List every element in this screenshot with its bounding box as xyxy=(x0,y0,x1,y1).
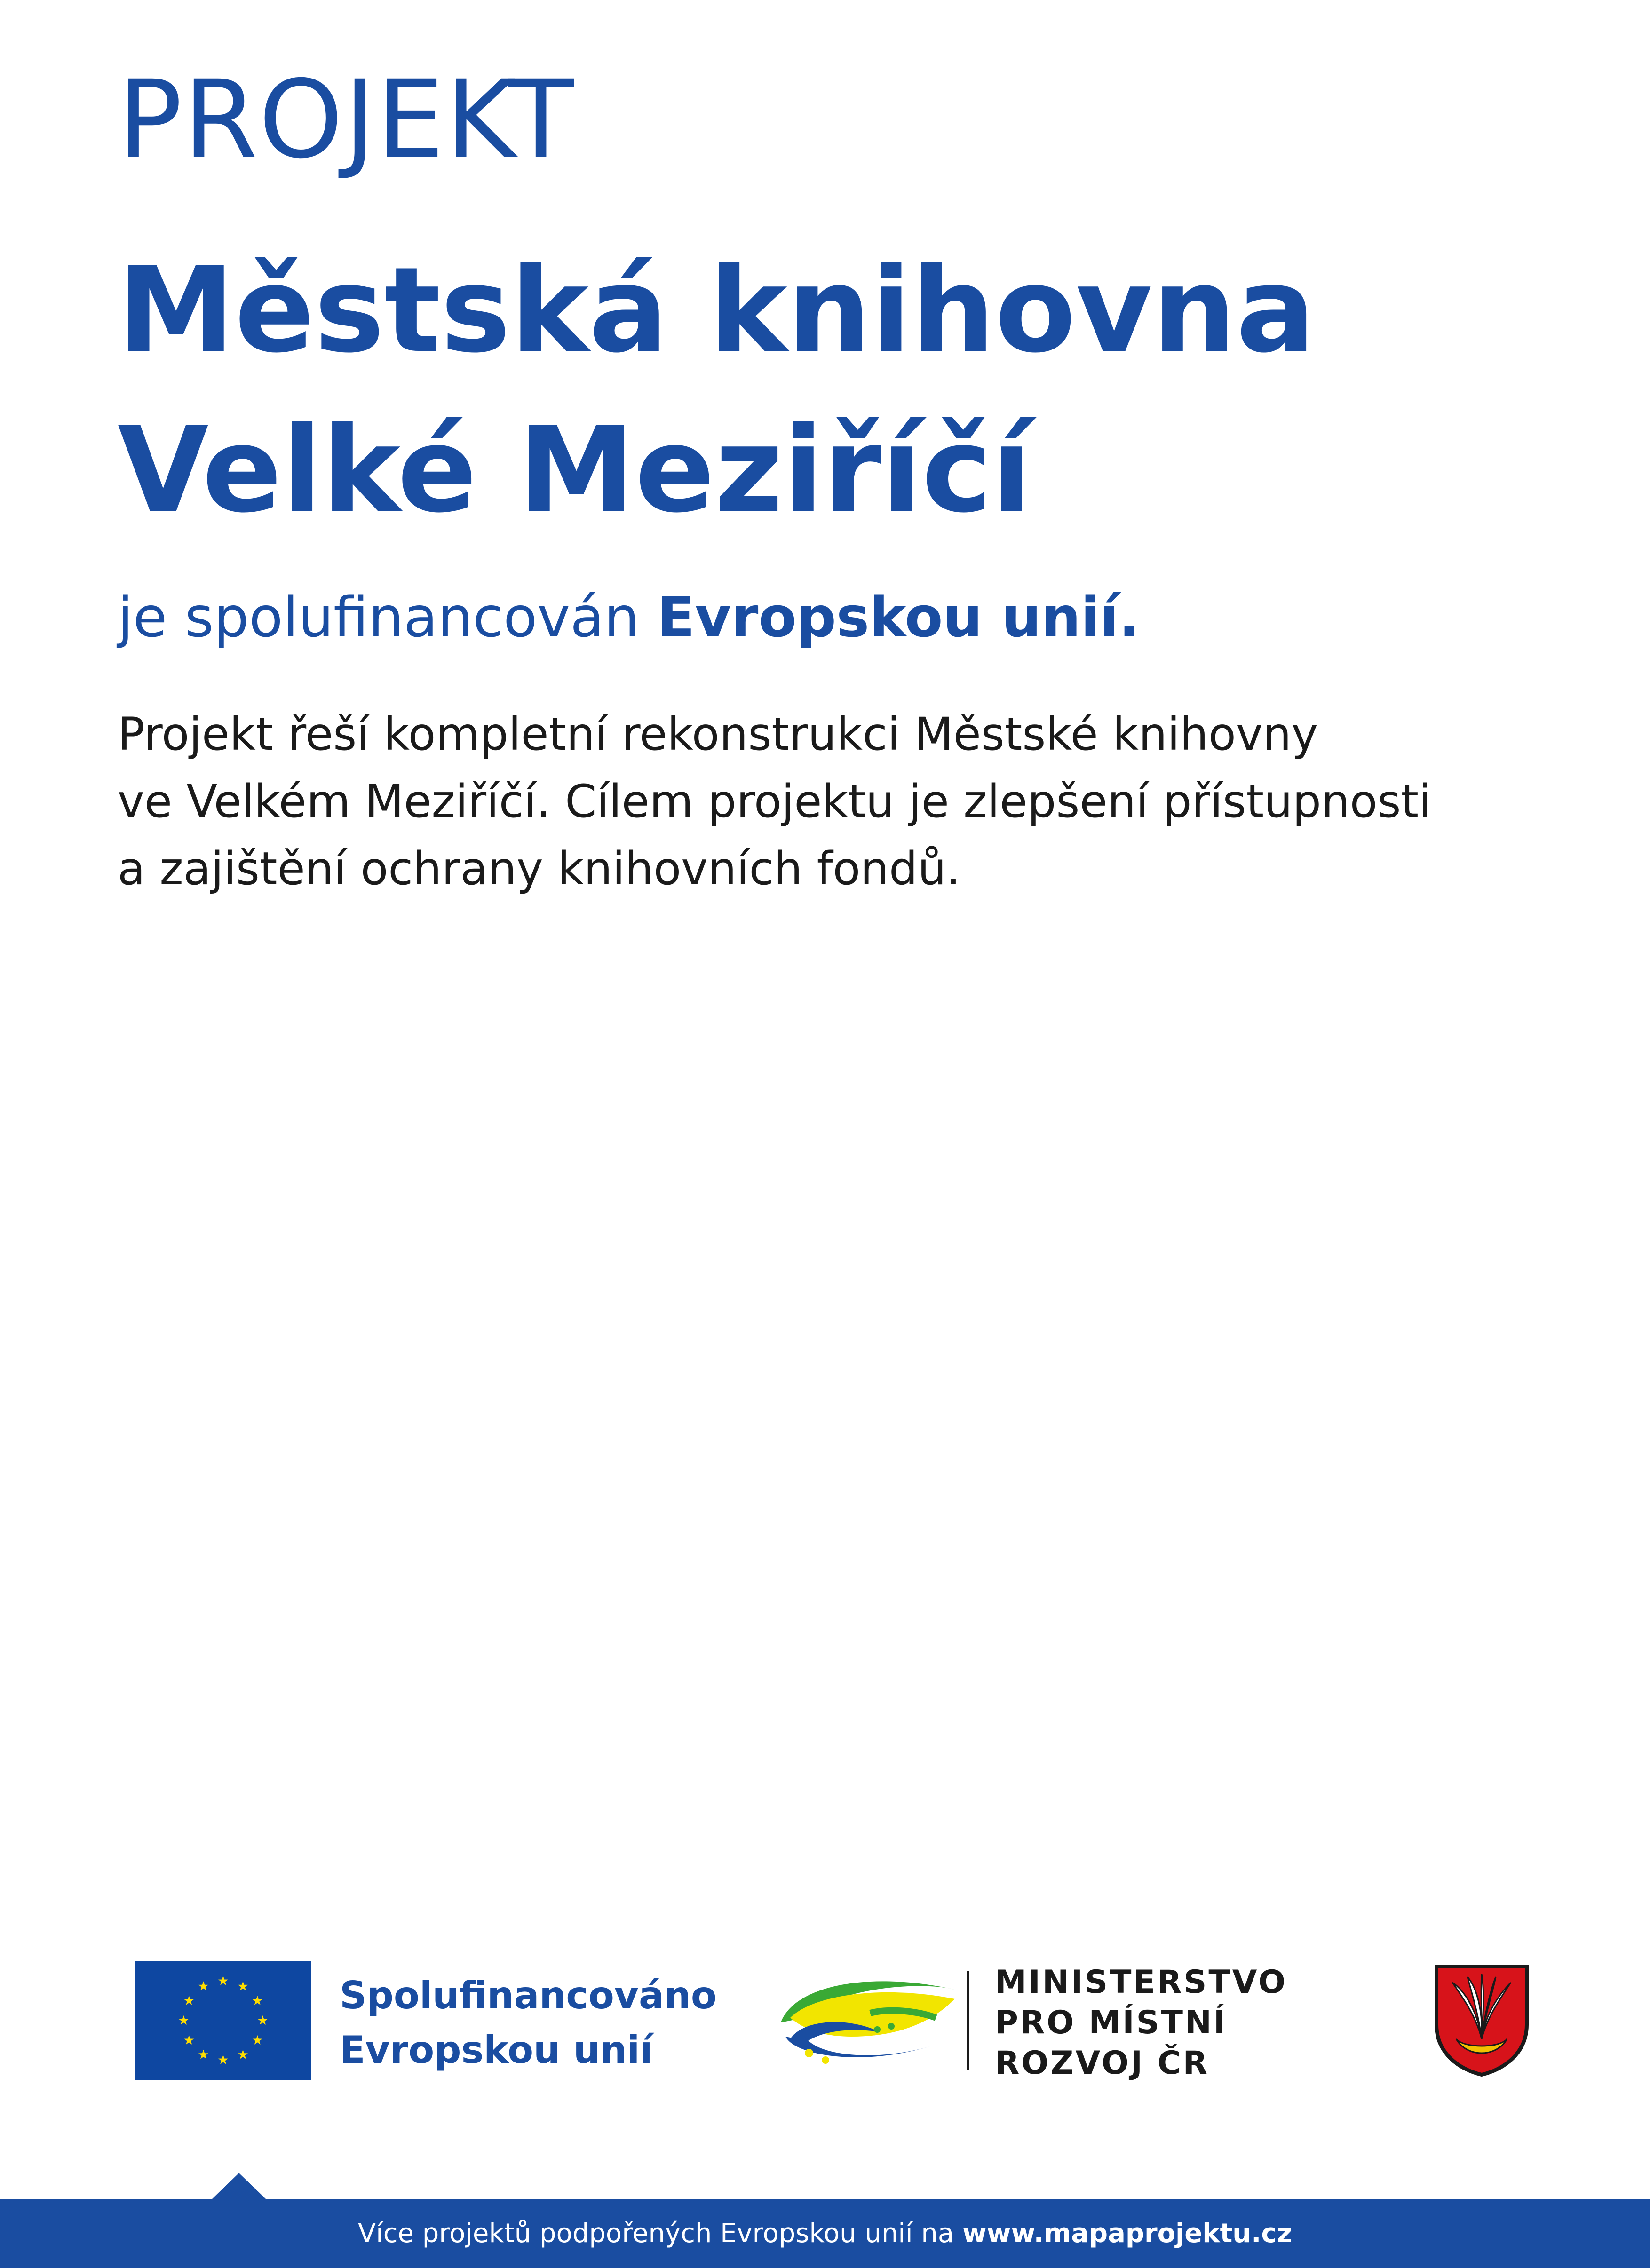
cofinancing-prefix: je spolufinancován xyxy=(118,585,657,650)
mmr-text-line-3: ROZVOJ ČR xyxy=(995,2045,1209,2082)
footer-link[interactable]: www.mapaprojektu.cz xyxy=(962,2218,1293,2249)
project-title-line-2: Velké Meziříčí xyxy=(118,402,1032,539)
footer-text xyxy=(0,2199,1650,2268)
project-title xyxy=(118,230,1316,550)
city-crest-icon xyxy=(1434,1964,1530,2077)
footer-prefix: Více projektů podpořených Evropskou unií na xyxy=(357,2218,962,2249)
eu-cofinanced-text xyxy=(340,1968,717,2078)
description-line-2: ve Velkém Meziříčí. Cílem projektu je zlepšení přístupnosti xyxy=(118,775,1431,828)
cofinancing-statement xyxy=(118,586,1140,650)
description-line-1: Projekt řeší kompletní rekonstrukci Městské knihovny xyxy=(118,708,1318,761)
eu-text-line-1: Spolufinancováno xyxy=(340,1974,717,2017)
project-label: PROJEKT xyxy=(118,57,575,182)
mmr-text-line-2: PRO MÍSTNÍ xyxy=(995,2004,1228,2041)
mmr-text xyxy=(995,1962,1287,2084)
mmr-divider xyxy=(967,1971,969,2070)
project-description xyxy=(118,701,1431,903)
footer-notch xyxy=(212,2173,266,2199)
project-title-line-1: Městská knihovna xyxy=(118,242,1316,379)
description-line-3: a zajištění ochrany knihovních fondů. xyxy=(118,842,961,895)
mmr-text-line-1: MINISTERSTVO xyxy=(995,1964,1287,2001)
cofinancing-emphasis: Evropskou unií. xyxy=(657,585,1140,650)
mmr-logo-icon xyxy=(776,1966,969,2074)
eu-text-line-2: Evropskou unií xyxy=(340,2028,653,2072)
eu-flag-icon xyxy=(135,1961,311,2080)
